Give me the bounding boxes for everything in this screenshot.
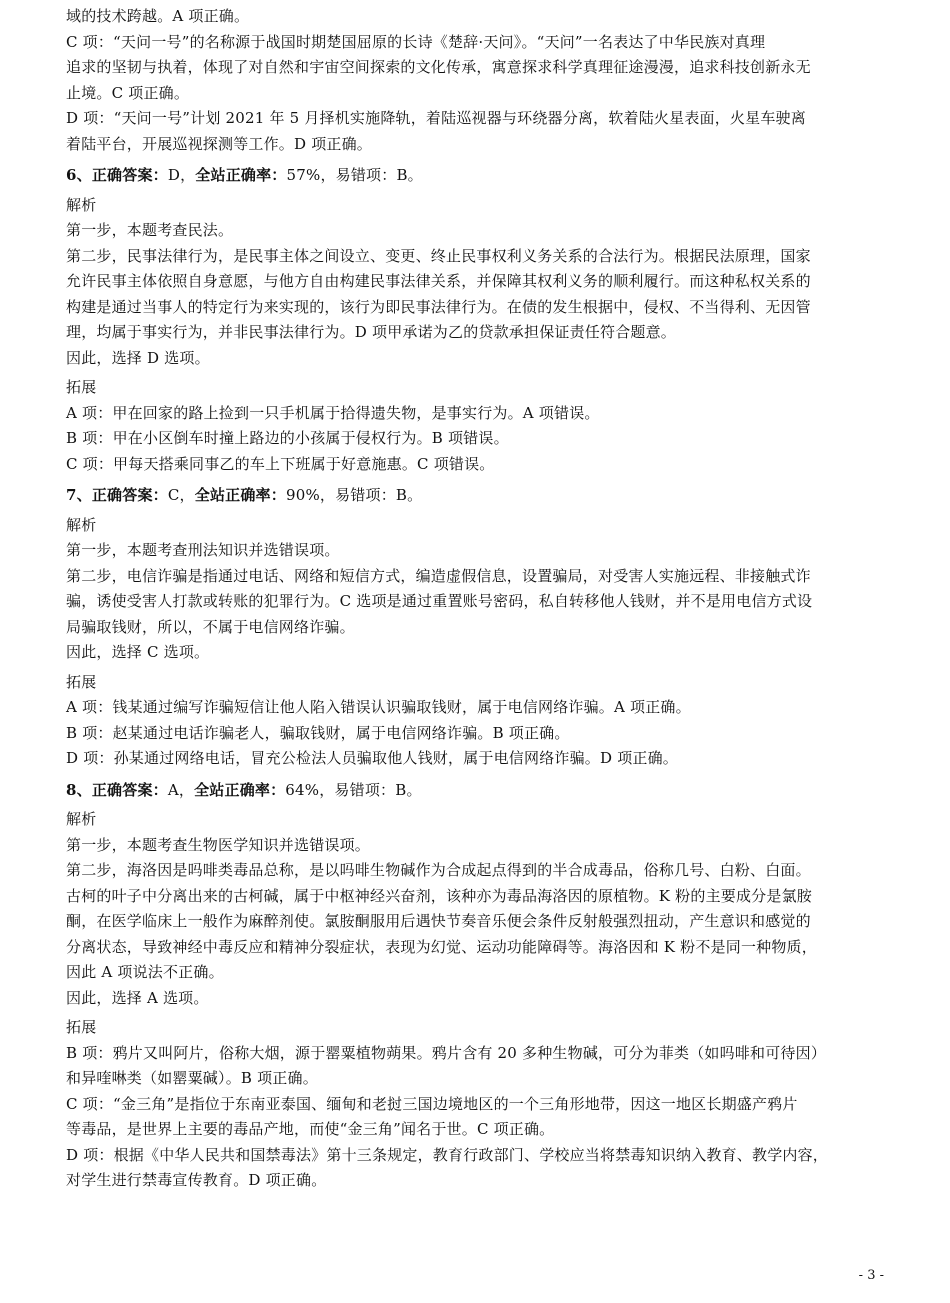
- section-label: 解析: [66, 515, 97, 534]
- answer-value: D，: [167, 166, 196, 184]
- answer-heading: [66, 778, 888, 804]
- section-label: 拓展: [66, 378, 97, 396]
- accuracy-value: 90%，易错项：B。: [285, 486, 423, 504]
- paragraph-line: B 项：甲在小区倒车时撞上路边的小孩属于侵权行为。B 项错误。: [66, 429, 509, 447]
- paragraph-line: A 项：钱某通过编写诈骗短信让他人陷入错误认识骗取钱财，属于电信网络诈骗。A 项正确。: [66, 698, 691, 716]
- document-body: [66, 4, 888, 1194]
- paragraph-line: 等毒品，是世界上主要的毒品产地，而使“金三角”闻名于世。C 项正确。: [66, 1120, 555, 1138]
- paragraph-line: 第一步，本题考查生物医学知识并选错误项。: [66, 835, 371, 854]
- paragraph-line: 第二步，电信诈骗是指通过电话、网络和短信方式，编造虚假信息，设置骗局，对受害人实施远程、非接触式诈: [66, 566, 811, 585]
- answer-label: 正确答案：: [91, 486, 168, 504]
- page-number: - 3 -: [858, 1268, 884, 1283]
- paragraph-line: 着陆平台，开展巡视探测等工作。D 项正确。: [66, 134, 372, 153]
- question-number: 6、: [66, 166, 92, 184]
- accuracy-value: 64%，易错项：B。: [285, 780, 422, 799]
- paragraph-line: 第一步，本题考查刑法知识并选错误项。: [66, 541, 340, 559]
- paragraph-line: 局骗取钱财，所以，不属于电信网络诈骗。: [66, 617, 355, 636]
- paragraph-line: 古柯的叶子中分离出来的古柯碱，属于中枢神经兴奋剂，该种亦为毒品海洛因的原植物。K 粉的主要成分是氯胺: [66, 886, 812, 905]
- paragraph-line: 第二步，海洛因是吗啡类毒品总称，是以吗啡生物碱作为合成起点得到的半合成毒品，俗称几号、白粉、白面。: [66, 861, 811, 879]
- paragraph-line: 追求的坚韧与执着，体现了对自然和宇宙空间探索的文化传承，寓意探求科学真理征途漫漫，追求科技创新永无: [66, 58, 811, 76]
- paragraph-line: 和异喹啉类（如罂粟碱）。B 项正确。: [66, 1069, 318, 1087]
- paragraph-line: 理，均属于事实行为，并非民事法律行为。D 项甲承诺为乙的贷款承担保证责任符合题意。: [66, 323, 676, 341]
- answer-value: A，: [167, 780, 195, 799]
- paragraph-line: 对学生进行禁毒宣传教育。D 项正确。: [66, 1171, 327, 1189]
- section-label: 解析: [66, 810, 97, 828]
- paragraph-line: C 项：“天问一号”的名称源于战国时期楚国屈原的长诗《楚辞·天问》。“天问”一名表达了中华民族对真理: [66, 32, 766, 51]
- section-label: 拓展: [66, 1018, 97, 1036]
- answer-label: 正确答案：: [91, 780, 168, 799]
- paragraph-line: 酮，在医学临床上一般作为麻醉剂使。氯胺酮服用后遇快节奏音乐便会条件反射般强烈扭动，产生意识和感觉的: [66, 912, 811, 930]
- paragraph-line: 因此，选择 A 选项。: [66, 988, 209, 1007]
- accuracy-label: 全站正确率：: [194, 780, 286, 799]
- accuracy-label: 全站正确率：: [195, 166, 287, 184]
- paragraph-line: D 项：“天问一号”计划 2021 年 5 月择机实施降轨，着陆巡视器与环绕器分离，软着陆火星表面，火星车驶离: [66, 109, 806, 127]
- paragraph-line: D 项：根据《中华人民共和国禁毒法》第十三条规定，教育行政部门、学校应当将禁毒知识纳入教育、教学内容，: [66, 1145, 828, 1164]
- paragraph-line: 第一步，本题考查民法。: [66, 221, 234, 239]
- paragraph-line: B 项：鸦片又叫阿片，俗称大烟，源于罂粟植物蒴果。鸦片含有 20 多种生物碱，可分为菲类（如吗啡和可待因）: [66, 1043, 827, 1062]
- section-label: 解析: [66, 195, 97, 214]
- paragraph-line: D 项：孙某通过网络电话，冒充公检法人员骗取他人钱财，属于电信网络诈骗。D 项正确。: [66, 749, 678, 767]
- answer-value: C，: [167, 486, 195, 504]
- accuracy-label: 全站正确率：: [194, 486, 286, 504]
- paragraph-line: C 项：“金三角”是指位于东南亚泰国、缅甸和老挝三国边境地区的一个三角形地带，因这一地区长期盛产鸦片: [66, 1094, 798, 1113]
- answer-heading: [66, 163, 888, 189]
- paragraph-line: 第二步，民事法律行为，是民事主体之间设立、变更、终止民事权利义务关系的合法行为。根据民法原理，国家: [66, 246, 811, 265]
- question-number: 7、: [66, 486, 92, 504]
- paragraph-line: B 项：赵某通过电话诈骗老人，骗取钱财，属于电信网络诈骗。B 项正确。: [66, 723, 570, 742]
- paragraph-line: 因此，选择 C 选项。: [66, 643, 210, 661]
- paragraph-line: 止境。C 项正确。: [66, 83, 190, 102]
- question-number: 8、: [66, 780, 92, 799]
- paragraph-line: 域的技术跨越。A 项正确。: [66, 7, 250, 25]
- paragraph-line: 构建是通过当事人的特定行为来实现的，该行为即民事法律行为。在债的发生根据中，侵权、不当得利、无因管: [66, 297, 811, 316]
- paragraph-line: 分离状态，导致神经中毒反应和精神分裂症状，表现为幻觉、运动功能障碍等。海洛因和 K 粉不是同一种物质，: [66, 937, 817, 956]
- paragraph-line: C 项：甲每天搭乘同事乙的车上下班属于好意施惠。C 项错误。: [66, 454, 495, 473]
- accuracy-value: 57%，易错项：B。: [286, 166, 423, 184]
- answer-label: 正确答案：: [91, 166, 168, 184]
- paragraph-line: A 项：甲在回家的路上捡到一只手机属于拾得遗失物，是事实行为。A 项错误。: [66, 403, 600, 422]
- paragraph-line: 骗，诱使受害人打款或转账的犯罪行为。C 选项是通过重置账号密码，私自转移他人钱财，并不是用电信方式设: [66, 592, 813, 610]
- paragraph-line: 因此，选择 D 选项。: [66, 348, 210, 367]
- answer-heading: [66, 483, 888, 509]
- paragraph-line: 因此 A 项说法不正确。: [66, 963, 224, 981]
- section-label: 拓展: [66, 672, 97, 691]
- paragraph-line: 允许民事主体依照自身意愿，与他方自由构建民事法律关系，并保障其权利义务的顺利履行。而这种私权关系的: [66, 272, 811, 290]
